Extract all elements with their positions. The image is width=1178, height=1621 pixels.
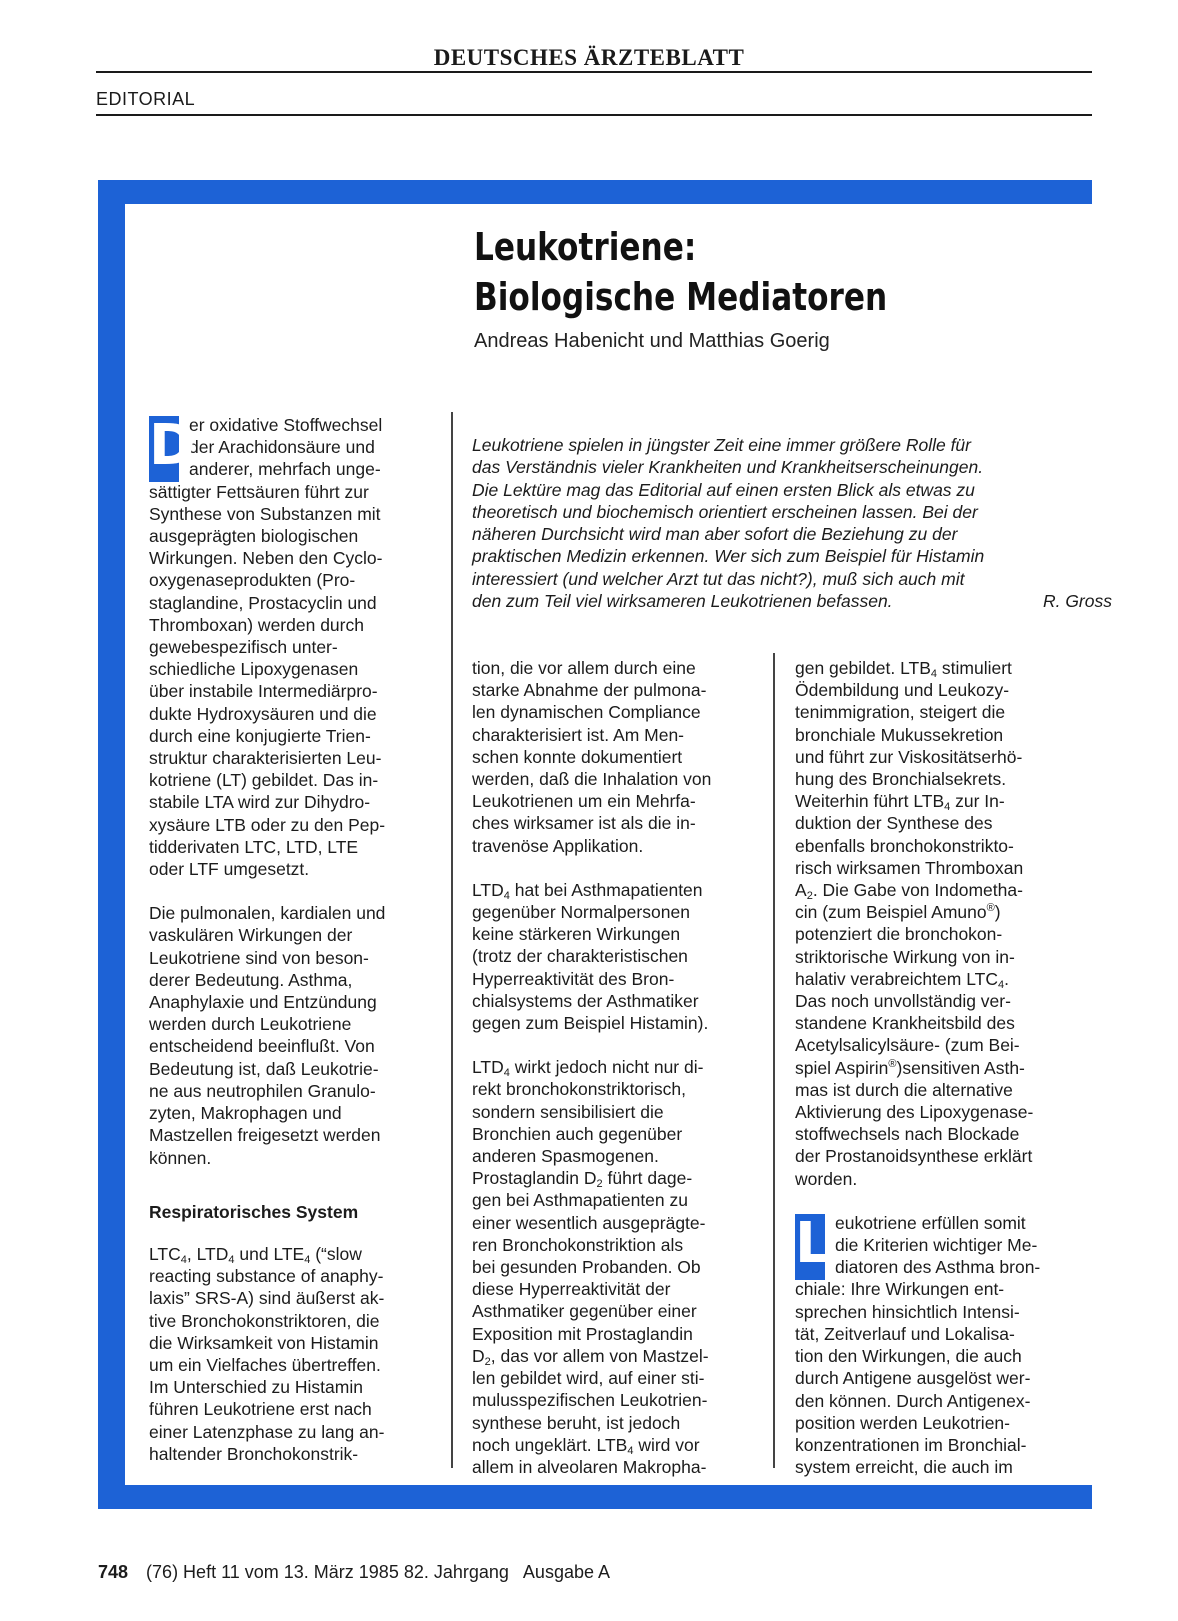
text-line: vaskulären Wirkungen der	[149, 925, 353, 946]
text-line: duktion der Synthese des	[795, 813, 993, 834]
subscript: 4	[503, 1067, 510, 1080]
text-line: Wirkungen. Neben den Cyclo-	[149, 548, 383, 569]
text-seg: cin (zum Beispiel Amuno	[795, 902, 987, 923]
text-line: den können. Durch Antigenex-	[795, 1390, 1031, 1411]
text-line: über instabile Intermediärpro-	[149, 681, 378, 702]
text-seg: führt dage-	[602, 1168, 693, 1189]
text-line: derer Bedeutung. Asthma,	[149, 969, 353, 990]
text-line: ebenfalls bronchokonstrikto-	[795, 835, 1014, 856]
text-line: oder LTF umgesetzt.	[149, 859, 310, 880]
registered-mark: ®	[986, 902, 995, 915]
text-seg: hat bei Asthmapatienten	[509, 879, 703, 900]
text-line: Leukotrienen um ein Mehrfa-	[472, 791, 696, 812]
text-line: Bronchien auch gegenüber	[472, 1123, 683, 1144]
text-line: striktorische Wirkung von in-	[795, 946, 1015, 967]
subscript: 4	[627, 1444, 634, 1457]
text-line: der Prostanoidsynthese erklärt	[795, 1146, 1033, 1167]
editorial-intro	[472, 434, 1112, 612]
text-line: standene Krankheitsbild des	[795, 1013, 1015, 1034]
text-line: werden durch Leukotriene	[149, 1014, 352, 1035]
text-line: gen bei Asthmapatienten zu	[472, 1190, 688, 1211]
text-line: die Kriterien wichtiger Me-	[835, 1235, 1038, 1256]
text-seg: stimuliert	[937, 658, 1012, 678]
frame-bottom-bar	[98, 1485, 1092, 1509]
dropcap-d: D	[149, 416, 179, 482]
paragraph-gap	[149, 880, 439, 902]
masthead: DEUTSCHES ÄRZTEBLATT	[433, 45, 745, 70]
text-line: tidderivaten LTC, LTD, LTE	[149, 836, 359, 857]
text-line: führen Leukotriene erst nach	[149, 1399, 372, 1420]
text-seg: .	[1004, 968, 1009, 989]
text-line: Ödembildung und Leukozy-	[795, 680, 1010, 701]
text-line: sondern sensibilisiert die	[472, 1101, 664, 1122]
text-line: eukotriene erfüllen somit	[835, 1212, 1026, 1233]
text-line: sprechen hinsichtlich Intensi-	[795, 1301, 1020, 1322]
text-line: keine stärkeren Wirkungen	[472, 924, 681, 945]
text-seg: gen gebildet. LTB	[795, 658, 931, 678]
text-line: ren Bronchokonstriktion als	[472, 1234, 684, 1255]
text-line: gegenüber Normalpersonen	[472, 902, 690, 923]
text-line	[472, 1167, 762, 1189]
text-line: struktur charakterisierten Leu-	[149, 748, 382, 769]
intro-last-text: den zum Teil viel wirksameren Leukotrienen befassen.	[472, 591, 893, 612]
text-line: bei gesunden Probanden. Ob	[472, 1257, 701, 1278]
text-line: Asthmatiker gegenüber einer	[472, 1301, 697, 1322]
text-seg: LTD	[472, 1057, 504, 1078]
text-line: mas ist durch die alternative	[795, 1079, 1013, 1100]
text-line: tion den Wirkungen, die auch	[795, 1346, 1022, 1367]
text-line: charakterisiert ist. Am Men-	[472, 724, 684, 745]
text-line: der Arachidonsäure und	[189, 437, 375, 458]
subscript: 4	[228, 1253, 235, 1266]
text-line: xysäure LTB oder zu den Pep-	[149, 814, 386, 835]
text-line: diese Hyperreaktivität der	[472, 1279, 671, 1300]
text-line: die Wirksamkeit von Histamin	[149, 1332, 379, 1353]
text-line: rekt bronchokonstriktorisch,	[472, 1079, 686, 1100]
text-line: starke Abnahme der pulmona-	[472, 680, 707, 701]
text-line: reacting substance of anaphy-	[149, 1266, 384, 1287]
text-line: kotriene (LT) gebildet. Das in-	[149, 770, 379, 791]
text-line	[472, 879, 762, 901]
text-line: ne aus neutrophilen Granulo-	[149, 1080, 376, 1101]
text-line: potenziert die bronchokon-	[795, 924, 1003, 945]
text-line: travenöse Applikation.	[472, 835, 644, 856]
text-line	[795, 901, 1095, 923]
intro-line: interessiert (und welcher Arzt tut das nicht?), muß sich auch mit	[472, 568, 965, 589]
text-line	[795, 790, 1095, 812]
column-3	[795, 657, 1095, 1478]
text-line: Aktivierung des Lipoxygenase-	[795, 1102, 1034, 1123]
text-line: können.	[149, 1147, 212, 1168]
text-line: anderen Spasmogenen.	[472, 1146, 659, 1167]
text-line: Acetylsalicylsäure- (zum Bei-	[795, 1035, 1020, 1056]
text-seg: und LTE	[234, 1243, 305, 1264]
text-line: mulusspezifischen Leukotrien-	[472, 1390, 708, 1411]
text-line: hung des Bronchialsekrets.	[795, 769, 1007, 790]
text-seg: , das vor allem von Mastzel-	[490, 1345, 709, 1366]
text-line: gegen zum Beispiel Histamin).	[472, 1013, 709, 1034]
intro-signature: R. Gross	[1042, 591, 1112, 612]
text-seg: wird vor	[633, 1434, 700, 1455]
subscript: 2	[806, 890, 813, 903]
dropcap-paragraph	[149, 414, 439, 481]
text-line: len dynamischen Compliance	[472, 702, 701, 723]
text-line: ches wirksamer ist als die in-	[472, 813, 696, 834]
text-line: durch Antigene ausgelöst wer-	[795, 1368, 1031, 1389]
text-line: dukte Hydroxysäuren und die	[149, 703, 377, 724]
subscript: 2	[484, 1355, 491, 1368]
text-line: system erreicht, die auch im	[795, 1457, 1013, 1478]
text-line: stabile LTA wird zur Dihydro-	[149, 792, 371, 813]
page-number: 748	[98, 1562, 129, 1582]
text-line: Im Unterschied zu Histamin	[149, 1377, 363, 1398]
column-rule-2	[773, 653, 775, 1468]
intro-line: näheren Durchsicht wird man aber sofort die Beziehung zu der	[472, 524, 958, 545]
text-seg: A	[795, 880, 807, 901]
text-seg: LTD	[472, 879, 504, 900]
column-1	[149, 414, 439, 1465]
text-seg: wirkt jedoch nicht nur di-	[509, 1057, 704, 1078]
text-seg: LTC	[149, 1243, 181, 1264]
title-line-1: Leukotriene:	[474, 225, 697, 269]
text-line: Synthese von Substanzen mit	[149, 503, 381, 524]
text-line: chiale: Ihre Wirkungen ent-	[795, 1279, 1005, 1300]
text-seg: )	[994, 902, 1001, 923]
intro-line	[472, 590, 1112, 612]
text-line: Bedeutung ist, daß Leukotrie-	[149, 1058, 379, 1079]
article-authors: Andreas Habenicht und Matthias Goerig	[474, 330, 830, 352]
intro-line: theoretisch und biochemisch orientiert erscheinen lassen. Bei der	[472, 501, 978, 522]
paragraph-gap	[149, 1169, 439, 1201]
text-line: Thromboxan) werden durch	[149, 614, 364, 635]
subscript: 4	[180, 1253, 187, 1266]
paragraph-gap	[795, 1190, 1095, 1212]
text-line: Hyperreaktivität des Bron-	[472, 968, 675, 989]
text-line: einer Latenzphase zu lang an-	[149, 1421, 385, 1442]
issue-info: (76) Heft 11 vom 13. März 1985 82. Jahrgang Ausgabe A	[146, 1562, 610, 1582]
text-line: tion, die vor allem durch eine	[472, 658, 696, 678]
intro-line: Die Lektüre mag das Editorial auf einen ersten Blick als etwas zu	[472, 479, 975, 500]
subscript: 4	[944, 801, 951, 814]
text-line: Das noch unvollständig ver-	[795, 991, 1011, 1012]
section-rule	[96, 114, 1092, 116]
text-line: chialsystems der Asthmatiker	[472, 990, 699, 1011]
text-line: stoffwechsels nach Blockade	[795, 1124, 1020, 1145]
text-seg: noch ungeklärt. LTB	[472, 1434, 628, 1455]
text-line: durch eine konjugierte Trien-	[149, 725, 371, 746]
text-line: schiedliche Lipoxygenasen	[149, 659, 359, 680]
text-line: laxis” SRS-A) sind äußerst ak-	[149, 1288, 385, 1309]
paragraph-gap	[472, 857, 762, 879]
text-line	[149, 1243, 439, 1265]
text-line	[795, 657, 1095, 679]
text-line: gewebespezifisch unter-	[149, 637, 338, 658]
text-seg: zur In-	[950, 791, 1005, 812]
text-line: Anaphylaxie und Entzündung	[149, 992, 377, 1013]
text-line	[472, 1434, 762, 1456]
paragraph-gap	[472, 1034, 762, 1056]
text-line: werden, daß die Inhalation von	[472, 769, 712, 790]
text-line: oxygenaseprodukten (Pro-	[149, 570, 356, 591]
paragraph-gap	[149, 1223, 439, 1243]
subheading: Respiratorisches System	[149, 1201, 359, 1222]
text-seg: spiel Aspirin	[795, 1057, 889, 1078]
text-line: worden.	[795, 1168, 858, 1189]
intro-line: praktischen Medizin erkennen. Wer sich zum Beispiel für Histamin	[472, 546, 985, 567]
text-line: er oxidative Stoffwechsel	[189, 415, 383, 435]
text-line: zyten, Makrophagen und	[149, 1103, 342, 1124]
article-title	[474, 222, 966, 322]
column-rule-1	[451, 412, 453, 1468]
text-line: haltender Bronchokonstrik-	[149, 1443, 359, 1464]
text-line: staglandine, Prostacyclin und	[149, 592, 377, 613]
subscript: 2	[596, 1178, 603, 1191]
subscript: 4	[930, 668, 938, 680]
text-line	[795, 879, 1095, 901]
text-seg: (“slow	[310, 1243, 362, 1264]
text-seg: Prostaglandin D	[472, 1168, 597, 1189]
intro-line: das Verständnis vieler Krankheiten und Krankheitserscheinungen.	[472, 457, 984, 478]
frame-left-bar	[98, 180, 125, 1509]
text-line: (trotz der charakteristischen	[472, 946, 688, 967]
text-seg: halativ verabreichtem LTC	[795, 968, 998, 989]
text-line: synthese beruht, ist jedoch	[472, 1412, 681, 1433]
text-line: tive Bronchokonstriktoren, die	[149, 1310, 380, 1331]
text-line: konzentrationen im Bronchial-	[795, 1434, 1027, 1455]
text-line: Die pulmonalen, kardialen und	[149, 903, 386, 924]
column-2	[472, 657, 762, 1478]
page-footer	[98, 1561, 610, 1583]
text-line	[472, 1345, 762, 1367]
text-line: schen konnte dokumentiert	[472, 746, 683, 767]
text-line: bronchiale Mukussekretion	[795, 724, 1004, 745]
registered-mark: ®	[888, 1057, 897, 1070]
frame-top-bar	[98, 180, 1092, 204]
dropcap-paragraph	[795, 1212, 1095, 1279]
text-line: Leukotriene sind von beson-	[149, 947, 369, 968]
text-line	[795, 968, 1095, 990]
text-line: diatoren des Asthma bron-	[835, 1257, 1041, 1278]
text-line: allem in alveolaren Makropha-	[472, 1456, 707, 1477]
text-line: risch wirksamen Thromboxan	[795, 857, 1024, 878]
text-line: einer wesentlich ausgeprägte-	[472, 1212, 706, 1233]
text-seg: )sensitiven Asth-	[896, 1057, 1025, 1078]
subscript: 4	[304, 1253, 311, 1266]
text-line: position werden Leukotrien-	[795, 1412, 1010, 1433]
subscript: 4	[503, 889, 510, 902]
subscript: 4	[997, 978, 1005, 991]
text-line: ausgeprägten biologischen	[149, 526, 359, 547]
text-seg: D	[472, 1345, 485, 1366]
text-line	[795, 1057, 1095, 1079]
dropcap-l: L	[795, 1214, 825, 1280]
text-line: entscheidend beeinflußt. Von	[149, 1036, 375, 1057]
text-line: len gebildet wird, auf einer sti-	[472, 1368, 705, 1389]
text-line: tenimmigration, steigert die	[795, 702, 1006, 723]
text-line: Mastzellen freigesetzt werden	[149, 1125, 381, 1146]
text-line: sättigter Fettsäuren führt zur	[149, 481, 369, 502]
section-label: EDITORIAL	[96, 89, 196, 109]
text-seg: . Die Gabe von Indometha-	[812, 880, 1023, 901]
text-seg: , LTD	[186, 1243, 229, 1264]
title-line-2: Biologische Mediatoren	[474, 275, 888, 319]
text-line: und führt zur Viskositätserhö-	[795, 746, 1023, 767]
text-line: um ein Vielfaches übertreffen.	[149, 1354, 381, 1375]
text-seg: Weiterhin führt LTB	[795, 791, 945, 812]
text-line: tät, Zeitverlauf und Lokalisa-	[795, 1323, 1015, 1344]
text-line	[472, 1056, 762, 1078]
masthead-rule	[96, 71, 1092, 73]
text-line: anderer, mehrfach unge-	[189, 459, 381, 480]
text-line: Exposition mit Prostaglandin	[472, 1323, 693, 1344]
intro-line: Leukotriene spielen in jüngster Zeit eine immer größere Rolle für	[472, 435, 971, 455]
